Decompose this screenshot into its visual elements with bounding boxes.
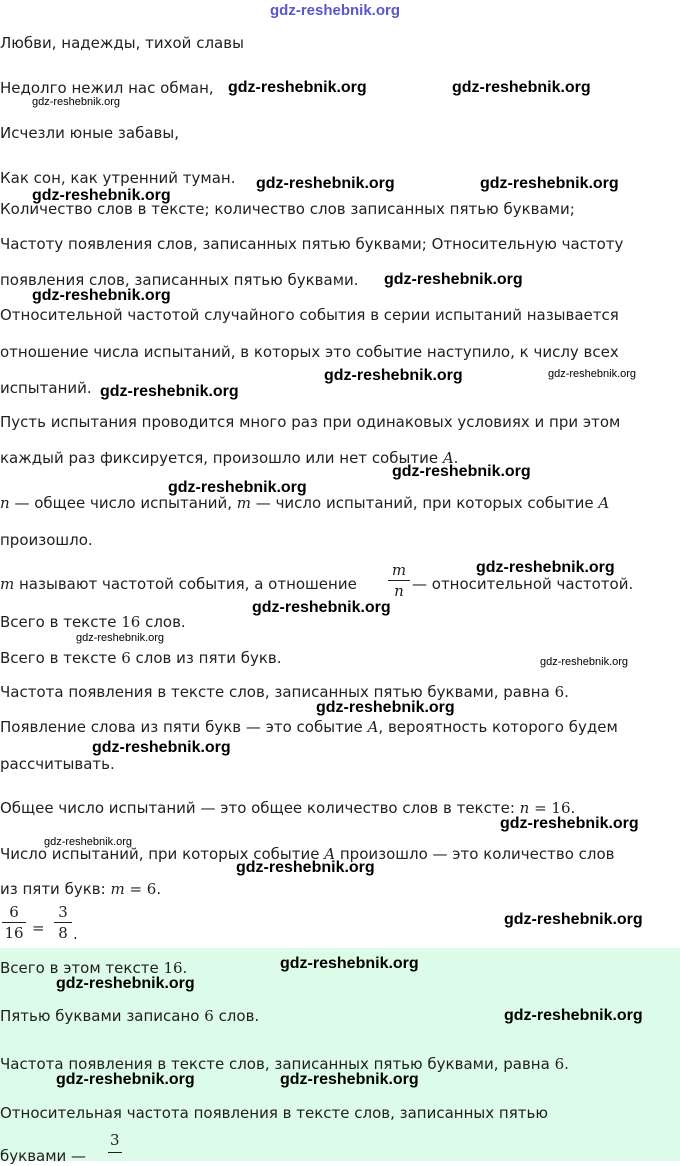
theory-line: каждый раз фиксируется, произошло или нет событие A. [0,449,459,467]
task-line: появления слов, записанных пятью буквами. [0,271,359,289]
watermark: gdz-reshebnik.org [280,1071,419,1088]
poem-line: Как сон, как утренний туман. [0,169,236,187]
relative-frequency-fraction: m n [388,560,410,601]
fraction-6-16: 6 16 [2,902,26,943]
answer-fraction-bar [108,1152,122,1153]
theory-line: произошло. [0,531,93,549]
task-line: Количество слов в тексте; количество слов записанных пятью буквами; [0,200,575,218]
solution-line: Частота появления в тексте слов, записанных пятью буквами, равна 6. [0,683,569,701]
watermark: gdz-reshebnik.org [392,463,531,480]
solution-line: Число испытаний, при которых событие A произошло — это количество слов [0,845,615,863]
watermark: gdz-reshebnik.org [236,859,375,876]
definition-line: Относительной частотой случайного события в серии испытаний называется [0,306,619,324]
theory-line: Пусть испытания проводится много раз при одинаковых условиях и при этом [0,413,621,431]
watermark: gdz-reshebnik.org [228,79,367,96]
watermark: gdz-reshebnik.org [500,815,639,832]
watermark: gdz-reshebnik.org [324,367,463,384]
solution-line: Всего в тексте 6 слов из пяти букв. [0,649,282,667]
answer-fraction-numerator: 3 [110,1131,120,1149]
watermark: gdz-reshebnik.org [76,632,165,644]
watermark: gdz-reshebnik.org [100,383,239,400]
poem-line: Недолго нежил нас обман, [0,79,214,97]
answer-line: Частота появления в тексте слов, записанных пятью буквами, равна 6. [0,1055,569,1073]
watermark: gdz-reshebnik.org [384,271,523,288]
theory-line: m называют частотой события, а отношение [0,575,357,593]
fraction-period: . [73,925,78,943]
watermark: gdz-reshebnik.org [168,479,307,496]
answer-line: Пятью буквами записано 6 слов. [0,1007,260,1025]
solution-line: Общее число испытаний — это общее количество слов в тексте: n = 16. [0,799,576,817]
watermark: gdz-reshebnik.org [256,175,395,192]
definition-line: испытаний. [0,379,92,397]
watermark: gdz-reshebnik.org [540,656,629,668]
watermark: gdz-reshebnik.org [548,368,637,380]
watermark: gdz-reshebnik.org [56,1071,195,1088]
answer-line: Относительная частота появления в тексте слов, записанных пятью [0,1104,548,1122]
top-watermark: gdz-reshebnik.org [270,2,401,19]
definition-line: отношение числа испытаний, в которых это событие наступило, к числу всех [0,343,619,361]
watermark: gdz-reshebnik.org [32,287,171,304]
watermark: gdz-reshebnik.org [56,975,195,992]
watermark: gdz-reshebnik.org [92,739,231,756]
answer-line: буквами — [0,1147,87,1165]
watermark: gdz-reshebnik.org [452,79,591,96]
poem-line: Исчезли юные забавы, [0,124,179,142]
equals-sign: = [32,919,45,937]
task-line: Частоту появления слов, записанных пятью буквами; Относительную частоту [0,235,624,253]
watermark: gdz-reshebnik.org [504,1007,643,1024]
watermark: gdz-reshebnik.org [476,559,615,576]
solution-line: Появление слова из пяти букв — это событие A, вероятность которого будем [0,718,618,736]
watermark: gdz-reshebnik.org [32,187,171,204]
watermark: gdz-reshebnik.org [504,911,643,928]
watermark: gdz-reshebnik.org [480,175,619,192]
watermark: gdz-reshebnik.org [280,955,419,972]
watermark: gdz-reshebnik.org [44,836,133,848]
fraction-3-8: 3 8 [54,902,72,943]
solution-line: из пяти букв: m = 6. [0,880,162,898]
poem-line: Любви, надежды, тихой славы [0,34,244,52]
watermark: gdz-reshebnik.org [252,599,391,616]
solution-line: рассчитывать. [0,755,115,773]
watermark: gdz-reshebnik.org [32,96,121,108]
theory-line: — относительной частотой. [412,575,634,593]
solution-line: Всего в тексте 16 слов. [0,613,186,631]
answer-line: Всего в этом тексте 16. [0,959,188,977]
theory-line: n — общее число испытаний, m — число испытаний, при которых событие A [0,494,610,512]
watermark: gdz-reshebnik.org [316,699,455,716]
